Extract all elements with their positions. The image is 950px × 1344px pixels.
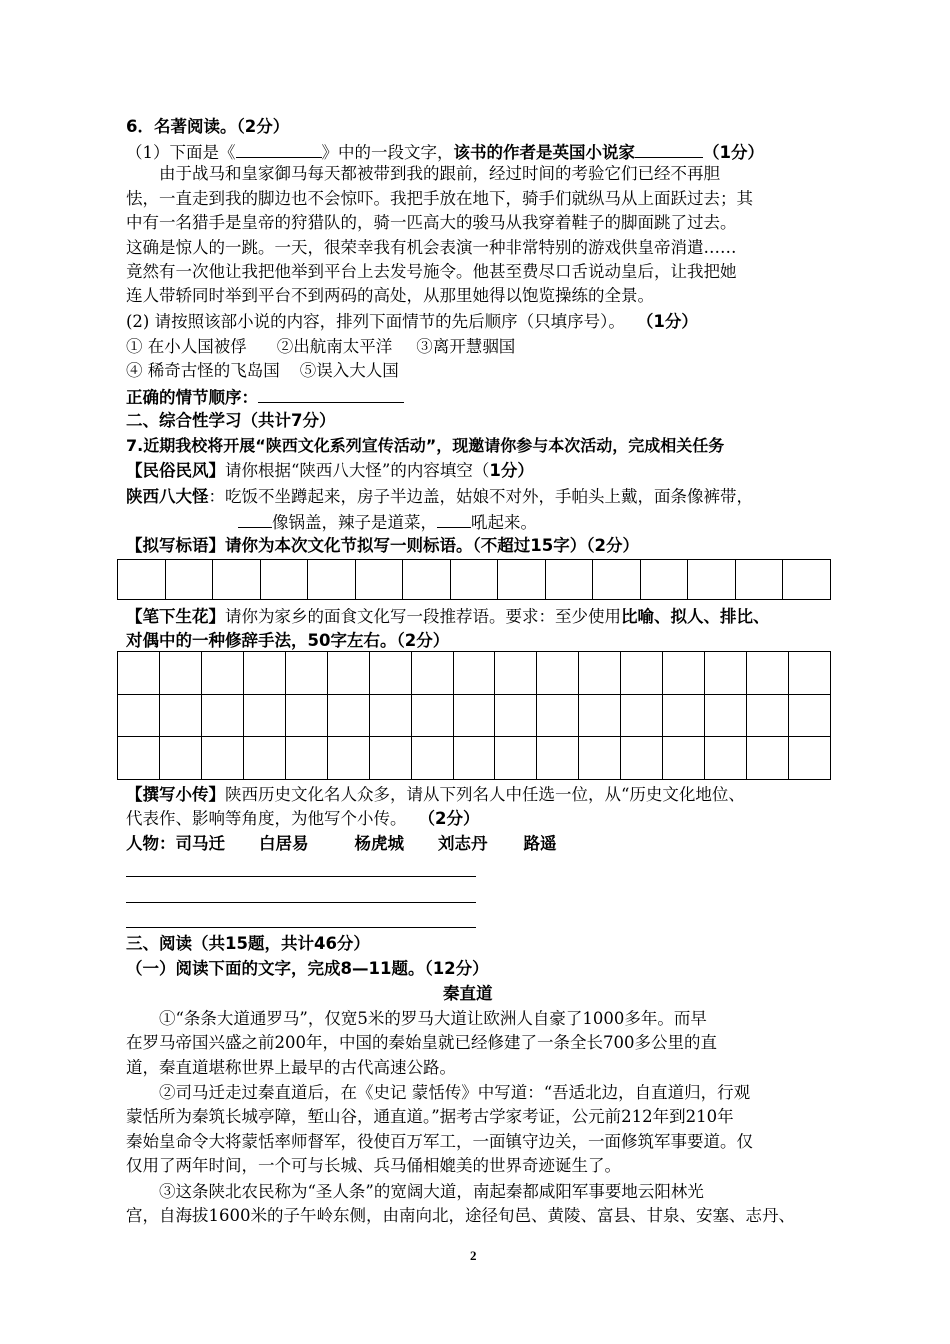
grid-cell[interactable]: [118, 560, 166, 600]
q6-part2: [126, 311, 698, 333]
grid-cell[interactable]: [537, 694, 579, 737]
grid-cell[interactable]: [165, 560, 213, 600]
grid-cell[interactable]: [735, 560, 783, 600]
person: 刘志丹: [438, 834, 488, 853]
grid-cell[interactable]: [545, 560, 593, 600]
author-blank[interactable]: [635, 140, 703, 158]
grid-cell[interactable]: [159, 652, 201, 695]
answer-line[interactable]: [126, 902, 476, 903]
people-label: 人物：: [126, 834, 176, 853]
bio-line-2: 代表作、影响等角度，为他写个小传。: [126, 809, 407, 828]
section2-heading: 二、综合性学习（共计7分）: [126, 411, 336, 430]
option: ④ 稀奇古怪的飞岛国: [126, 361, 280, 380]
q6-part1: [126, 140, 764, 164]
q6-part2-score: （1分）: [636, 312, 698, 331]
grid-cell[interactable]: [705, 694, 747, 737]
grid-cell[interactable]: [537, 737, 579, 780]
bio-tag: 【撰写小传】: [126, 785, 225, 804]
article-line: 蒙恬所为秦筑长城亭障，堑山谷，通直道。”据考古学家考证，公元前212年到210年: [126, 1107, 734, 1126]
passage-line: 怯，一直走到我的脚边也不会惊吓。我把手放在地下，骑手们就纵马从上面跃过去；其: [126, 189, 753, 208]
grid-cell[interactable]: [789, 737, 831, 780]
pen-text: 请你为家乡的面食文化写一段推荐语。要求：至少使用: [225, 607, 621, 626]
article-line: ③这条陕北农民称为“圣人条”的宽阔大道，南起秦都咸阳军事要地云阳林光: [159, 1182, 704, 1201]
grid-cell[interactable]: [453, 652, 495, 695]
grid-cell[interactable]: [369, 737, 411, 780]
grid-cell[interactable]: [498, 560, 546, 600]
passage-line: 由于战马和皇家御马每天都被带到我的跟前，经过时间的考验它们已经不再胆: [159, 164, 720, 183]
grid-cell[interactable]: [621, 652, 663, 695]
folk-score: 1分）: [489, 461, 534, 480]
q6-part1-score: （1分）: [703, 143, 764, 162]
q6-part2-text: (2) 请按照该部小说的内容，排列下面情节的先后顺序（只填序号）。: [126, 312, 625, 331]
shaanxi-row: [126, 486, 753, 508]
q6-part1-mid: 》中的一段文字，: [321, 143, 454, 162]
grid-cell[interactable]: [453, 694, 495, 737]
grid-cell[interactable]: [201, 694, 243, 737]
article-title: 秦直道: [443, 984, 493, 1003]
grid-cell[interactable]: [537, 652, 579, 695]
bio-row: [126, 784, 745, 806]
article-line: 宫，自海拔1600米的子午岭东侧，由南向北，途径旬邑、黄陵、富县、甘泉、安塞、志丹、: [126, 1206, 795, 1225]
grid-cell[interactable]: [201, 737, 243, 780]
grid-cell[interactable]: [118, 694, 160, 737]
grid-cell[interactable]: [450, 560, 498, 600]
section3-sub1: （一）阅读下面的文字，完成8—11题。（12分）: [126, 959, 489, 978]
grid-cell[interactable]: [621, 694, 663, 737]
passage-line: 中有一名猎手是皇帝的狩猎队的，骑一匹高大的骏马从我穿着鞋子的脚面跳了过去。: [126, 213, 737, 232]
grid-cell[interactable]: [308, 560, 356, 600]
blank-2[interactable]: [437, 510, 471, 528]
grid-cell[interactable]: [579, 694, 621, 737]
folk-tag: 【民俗民风】: [126, 461, 225, 480]
shaanxi-blanks: [238, 510, 537, 534]
grid-cell[interactable]: [201, 652, 243, 695]
options-row-2: [126, 360, 399, 382]
grid-cell[interactable]: [705, 737, 747, 780]
grid-cell[interactable]: [411, 652, 453, 695]
blank-line-a: 像锅盖，辣子是道菜，: [272, 513, 437, 532]
q7-text: 7.近期我校将开展“陕西文化系列宣传活动”，现邀请你参与本次活动，完成相关任务: [126, 436, 725, 455]
grid-cell[interactable]: [327, 652, 369, 695]
grid-cell[interactable]: [260, 560, 308, 600]
grid-cell[interactable]: [243, 652, 285, 695]
answer-label: 正确的情节顺序：: [126, 388, 258, 407]
article-line: ①“条条大道通罗马”，仅宽5米的罗马大道让欧洲人自豪了1000多年。而早: [159, 1009, 707, 1028]
grid-cell[interactable]: [159, 737, 201, 780]
bio-score: （2分）: [418, 809, 480, 828]
grid-cell[interactable]: [747, 694, 789, 737]
grid-cell[interactable]: [789, 694, 831, 737]
q6-heading: 6．名著阅读。（2分）: [126, 117, 290, 136]
grid-cell[interactable]: [285, 694, 327, 737]
bio-row-2: [126, 808, 479, 830]
section3-heading: 三、阅读（共15题，共计46分）: [126, 934, 370, 953]
grid-cell[interactable]: [495, 737, 537, 780]
option: ③离开慧骃国: [416, 337, 516, 356]
grid-cell[interactable]: [495, 652, 537, 695]
pen-row: [126, 606, 770, 628]
person: 司马迁: [175, 834, 225, 853]
grid-cell[interactable]: [355, 560, 403, 600]
people-row: [126, 833, 557, 855]
grid-cell[interactable]: [621, 737, 663, 780]
slogan-prompt: 【拟写标语】请你为本次文化节拟写一则标语。（不超过15字）（2分）: [126, 536, 639, 555]
passage-line: 连人带轿同时举到平台不到两码的高处，从那里她得以饱览操练的全景。: [126, 286, 654, 305]
grid-cell[interactable]: [243, 694, 285, 737]
pen-bold: 比喻、拟人、排比、: [621, 607, 770, 626]
blank-1[interactable]: [238, 510, 272, 528]
grid-cell[interactable]: [327, 694, 369, 737]
grid-cell[interactable]: [118, 737, 160, 780]
answer-row: [126, 385, 404, 409]
person: 路遥: [523, 834, 557, 853]
q6-part1-bold: 该书的作者是英国小说家: [453, 143, 635, 162]
passage-line: 这确是惊人的一跳。一天，很荣幸我有机会表演一种非常特别的游戏供皇帝消遣……: [126, 238, 737, 257]
grid-cell[interactable]: [640, 560, 688, 600]
grid-cell[interactable]: [663, 652, 705, 695]
grid-cell[interactable]: [327, 737, 369, 780]
person: 白居易: [259, 834, 309, 853]
grid-cell[interactable]: [789, 652, 831, 695]
grid-cell[interactable]: [579, 737, 621, 780]
option: ① 在小人国被俘: [126, 337, 247, 356]
slogan-grid[interactable]: [117, 559, 831, 600]
grid-cell[interactable]: [411, 694, 453, 737]
pen-line-2: 对偶中的一种修辞手法，50字左右。（2分）: [126, 631, 450, 650]
grid-cell[interactable]: [663, 737, 705, 780]
grid-cell[interactable]: [118, 652, 160, 695]
article-line: ②司马迁走过秦直道后，在《史记 蒙恬传》中写道：“吾适北边，自直道归，行观: [159, 1083, 751, 1102]
grid-cell[interactable]: [159, 694, 201, 737]
writing-grid[interactable]: [117, 651, 831, 780]
grid-cell[interactable]: [593, 560, 641, 600]
article-line: 秦始皇命令大将蒙恬率师督军，役使百万军工，一面镇守边关，一面修筑军事要道。仅: [126, 1132, 753, 1151]
folk-row: [126, 460, 534, 482]
grid-cell[interactable]: [783, 560, 831, 600]
grid-cell[interactable]: [495, 694, 537, 737]
grid-cell[interactable]: [688, 560, 736, 600]
grid-cell[interactable]: [243, 737, 285, 780]
bio-text: 陕西历史文化名人众多，请从下列名人中任选一位，从“历史文化地位、: [225, 785, 745, 804]
grid-cell[interactable]: [411, 737, 453, 780]
grid-cell[interactable]: [747, 737, 789, 780]
article-line: 仅用了两年时间，一个可与长城、兵马俑相媲美的世界奇迹诞生了。: [126, 1156, 621, 1175]
answer-line[interactable]: [126, 876, 476, 877]
grid-cell[interactable]: [369, 694, 411, 737]
grid-cell[interactable]: [403, 560, 451, 600]
person: 杨虎城: [354, 834, 404, 853]
article-line: 在罗马帝国兴盛之前200年，中国的秦始皇就已经修建了一条全长700多公里的直: [126, 1033, 717, 1052]
book-title-blank[interactable]: [236, 140, 322, 158]
grid-cell[interactable]: [369, 652, 411, 695]
options-row-1: [126, 336, 515, 358]
option: ⑤误入大人国: [299, 361, 399, 380]
blank-line-b: 吼起来。: [471, 513, 537, 532]
grid-cell[interactable]: [285, 652, 327, 695]
answer-line[interactable]: [126, 927, 476, 928]
grid-cell[interactable]: [705, 652, 747, 695]
q6-part1-prefix: （1）下面是《: [126, 143, 236, 162]
grid-cell[interactable]: [453, 737, 495, 780]
answer-blank[interactable]: [258, 385, 404, 403]
page-number: 2: [470, 1248, 477, 1263]
grid-cell[interactable]: [747, 652, 789, 695]
passage-line: 竟然有一次他让我把他举到平台上去发号施令。他甚至费尽口舌说动皇后，让我把她: [126, 262, 737, 281]
shaanxi-text: ：吃饭不坐蹲起来，房子半边盖，姑娘不对外，手帕头上戴，面条像裤带，: [208, 487, 753, 506]
pen-tag: 【笔下生花】: [126, 607, 225, 626]
grid-cell[interactable]: [663, 694, 705, 737]
shaanxi-label: 陕西八大怪: [126, 487, 209, 506]
option: ②出航南太平洋: [276, 337, 393, 356]
article-line: 道，秦直道堪称世界上最早的古代高速公路。: [126, 1058, 456, 1077]
grid-cell[interactable]: [285, 737, 327, 780]
grid-cell[interactable]: [213, 560, 261, 600]
folk-text: 请你根据“陕西八大怪”的内容填空（: [225, 461, 490, 480]
grid-cell[interactable]: [579, 652, 621, 695]
